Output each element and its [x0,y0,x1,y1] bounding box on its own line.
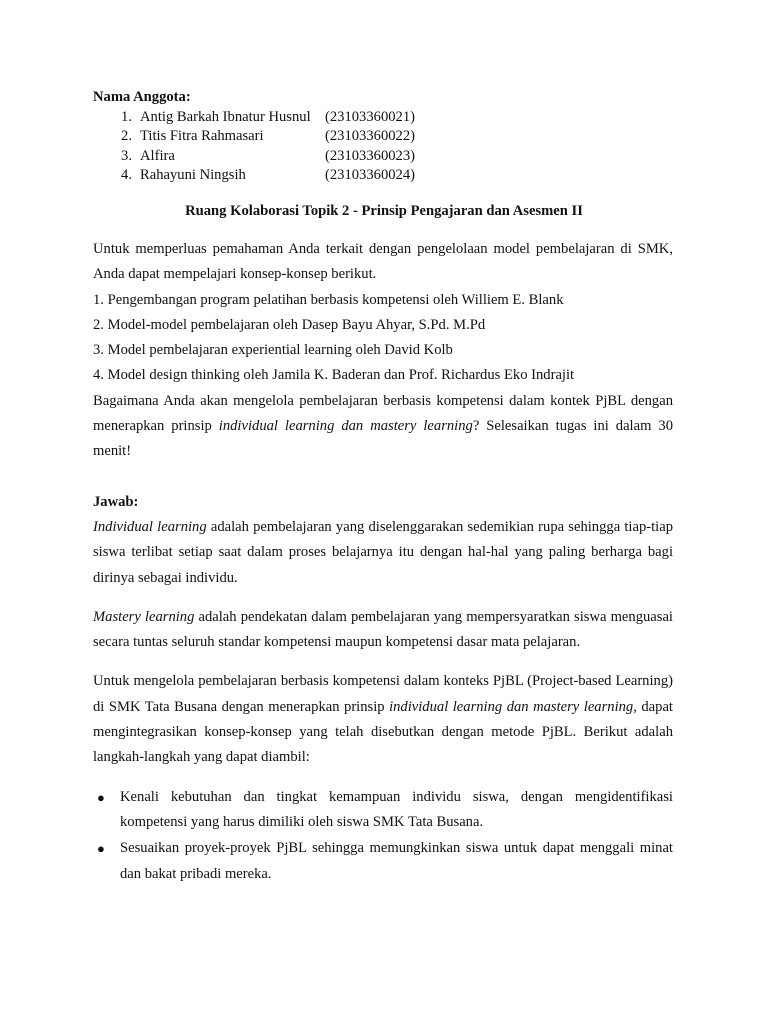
list-item [93,785,673,836]
answer-heading: Jawab: [93,493,139,510]
question-text-end: ? Selesaikan tugas ini dalam 30 menit! [93,418,673,460]
member-row [93,147,415,167]
mastery-learning-paragraph [93,605,673,656]
concept-item: 4. Model design thinking oleh Jamila K. Baderan dan Prof. Richardus Eko Indrajit [93,367,575,384]
member-list [93,88,415,186]
bullet-icon: ● [97,841,105,857]
manage-italic: individual learning dan mastery learning [389,698,634,715]
members-heading: Nama Anggota: [93,89,191,105]
member-row [93,108,415,128]
member-id: (23103360022) [325,128,415,145]
member-id: (23103360024) [325,167,415,184]
mastery-term: Mastery learning [93,608,195,625]
member-name: Antig Barkah Ibnatur Husnul [140,108,311,125]
member-number: 1. [121,108,132,125]
bullet-icon: ● [97,789,105,805]
member-row [93,166,415,186]
individual-learning-paragraph [93,515,673,591]
manage-text: Untuk mengelola pembelajaran berbasis kompetensi dalam konteks PjBL (Project-based Learning) di SMK Tata Busana dengan menerapkan prinsip [93,673,673,715]
member-name: Titis Fitra Rahmasari [140,128,264,145]
member-id: (23103360023) [325,147,415,164]
individual-text: adalah pembelajaran yang diselenggarakan sedemikian rupa sehingga tiap-tiap siswa terlibat setiap saat dalam proses belajarnya itu dengan hal-hal yang paling berharga bagi dirinya sebagai individu. [93,518,673,586]
manage-paragraph [93,669,673,770]
concept-item: 1. Pengembangan program pelatihan berbasis kompetensi oleh Williem E. Blank [93,291,564,308]
document-body [93,237,673,888]
member-number: 3. [121,147,132,164]
member-row [93,127,415,147]
steps-list [93,785,673,887]
individual-term: Individual learning [93,518,207,535]
question-italic: individual learning dan mastery learning [218,418,473,435]
concept-item: 2. Model-model pembelajaran oleh Dasep Bayu Ahyar, S.Pd. M.Pd [93,316,486,333]
concept-item: 3. Model pembelajaran experiential learning oleh David Kolb [93,342,453,359]
member-name: Alfira [140,147,175,164]
question-text: Bagaimana Anda akan mengelola pembelajaran berbasis kompetensi dalam kontek PjBL dengan menerapkan prinsip [93,392,673,435]
document-title: Ruang Kolaborasi Topik 2 - Prinsip Pengajaran dan Asesmen II [185,203,583,219]
member-number: 2. [121,128,132,145]
list-item-text: Sesuaikan proyek-proyek PjBL sehingga memungkinkan siswa untuk dapat menggali minat dan bakat pribadi mereka. [120,840,673,882]
intro-paragraph: Untuk memperluas pemahaman Anda terkait dengan pengelolaan model pembelajaran di SMK, Anda dapat mempelajari konsep-konsep berikut. [93,241,673,283]
member-name: Rahayuni Ningsih [140,167,246,184]
list-item-text: Kenali kebutuhan dan tingkat kemampuan individu siswa, dengan mengidentifikasi kompetensi yang harus dimiliki oleh siswa SMK Tata Busana. [120,788,673,830]
mastery-text: adalah pendekatan dalam pembelajaran yang mempersyaratkan siswa menguasai secara tuntas seluruh standar kompetensi maupun kompetensi dasar mata pelajaran. [93,608,673,651]
manage-text-end: , dapat mengintegrasikan konsep-konsep yang telah disebutkan dengan metode PjBL. Berikut adalah langkah-langkah yang dapat diambil: [93,698,673,766]
member-number: 4. [121,167,132,184]
member-id: (23103360021) [325,108,415,125]
list-item [93,836,673,887]
question-paragraph [93,389,673,465]
